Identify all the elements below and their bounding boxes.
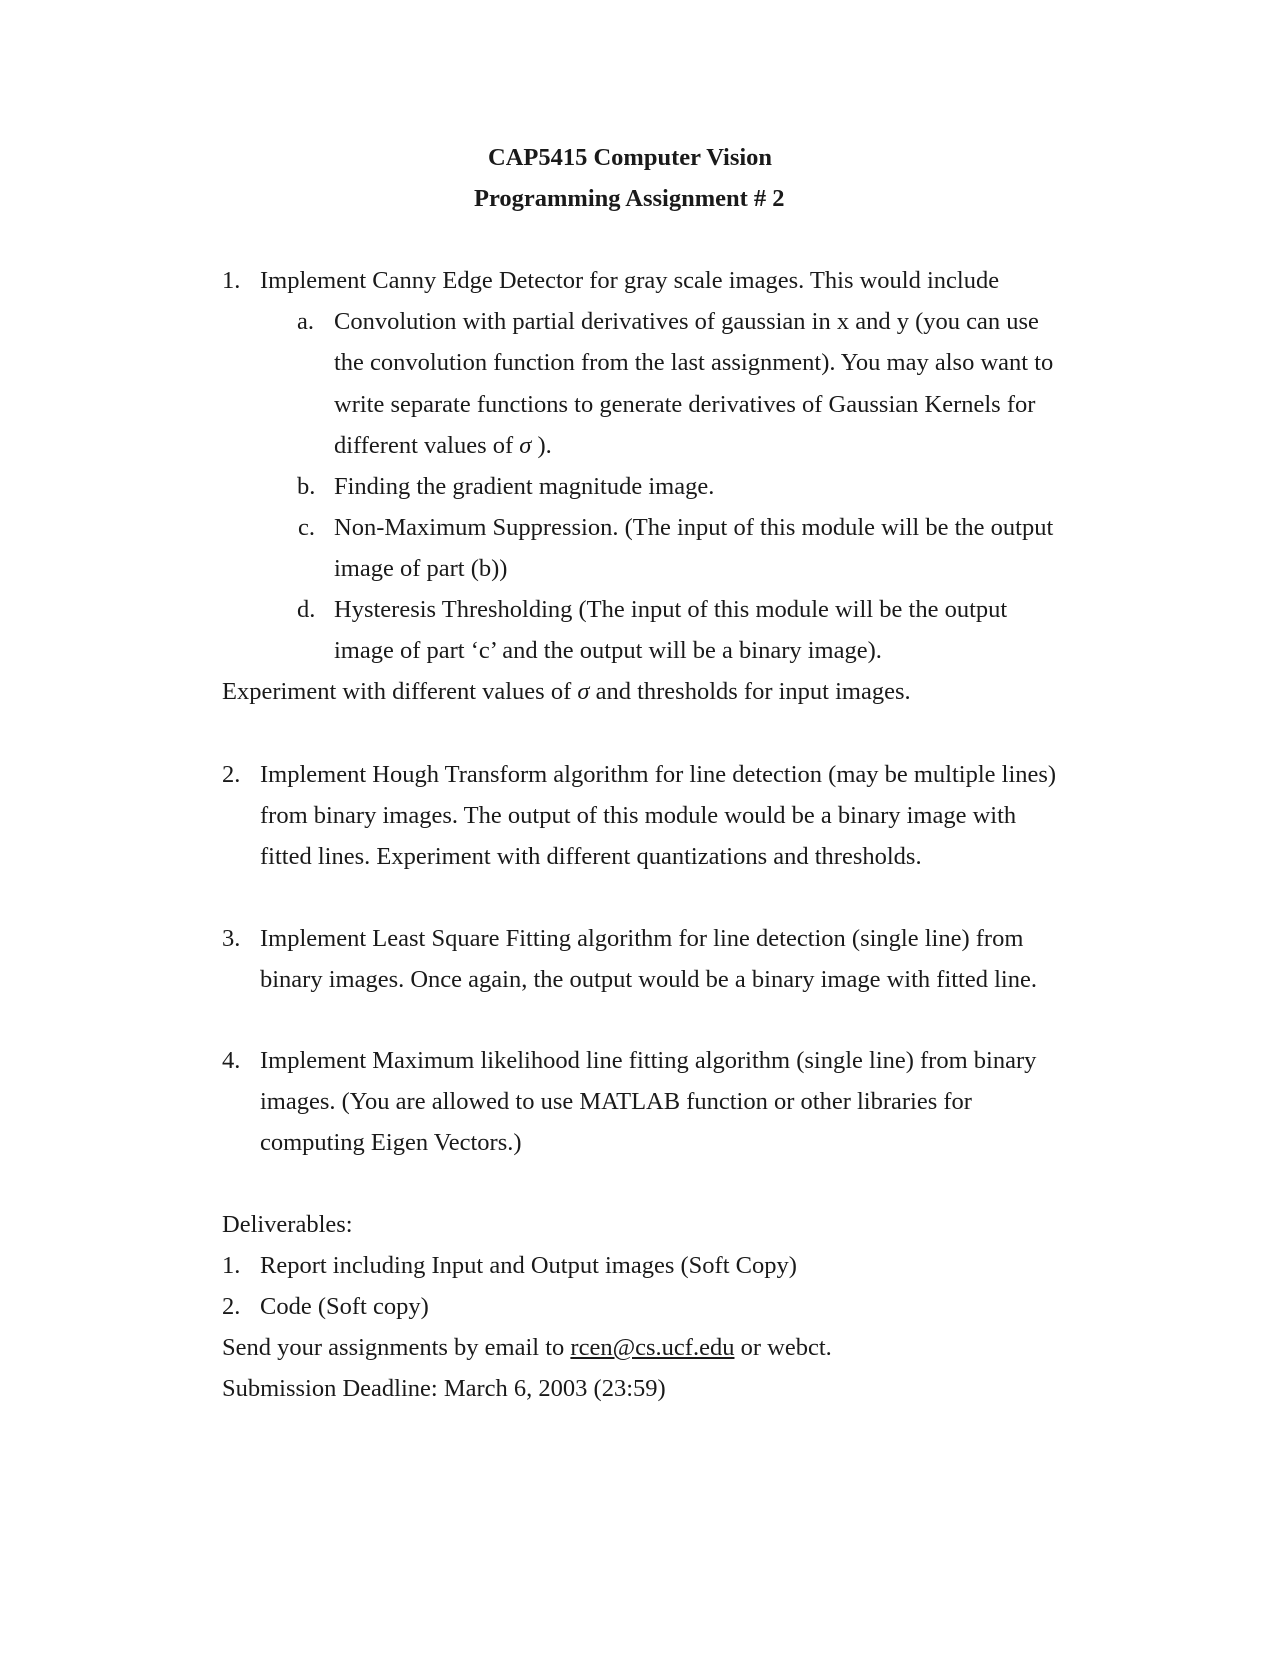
q1b-label: b. bbox=[297, 473, 316, 500]
q1c-line2: image of part (b)) bbox=[334, 555, 508, 582]
q2-number: 2. bbox=[222, 761, 241, 788]
deliverable-item: Code (Soft copy) bbox=[260, 1293, 429, 1320]
q1-text: Implement Canny Edge Detector for gray scale images. This would include bbox=[260, 267, 1000, 294]
sigma-symbol: σ bbox=[577, 678, 590, 705]
q1a-line4-pre: different values of bbox=[334, 432, 520, 459]
q3-line1: Implement Least Square Fitting algorithm for line detection (single line) from bbox=[260, 925, 1024, 952]
sigma-symbol: σ bbox=[519, 432, 532, 459]
q4-line2: images. (You are allowed to use MATLAB function or other libraries for bbox=[260, 1088, 972, 1115]
q2-line1: Implement Hough Transform algorithm for line detection (may be multiple lines) bbox=[260, 761, 1057, 788]
deliverable-number: 2. bbox=[222, 1293, 241, 1320]
q1a-line2: the convolution function from the last assignment). You may also want to bbox=[334, 349, 1054, 376]
q1-experiment-pre: Experiment with different values of bbox=[222, 678, 578, 705]
q1c-line1: Non-Maximum Suppression. (The input of this module will be the output bbox=[334, 514, 1054, 541]
q4-number: 4. bbox=[222, 1047, 241, 1074]
q1a-line4-post: ). bbox=[531, 432, 552, 459]
q2-line2: from binary images. The output of this module would be a binary image with bbox=[260, 802, 1017, 829]
send-pre: Send your assignments by email to bbox=[222, 1334, 571, 1361]
email-link[interactable]: rcen@cs.ucf.edu bbox=[570, 1334, 735, 1361]
q1d-line2: image of part ‘c’ and the output will be a binary image). bbox=[334, 637, 882, 664]
q1b-line1: Finding the gradient magnitude image. bbox=[334, 473, 715, 500]
q1d-label: d. bbox=[297, 596, 316, 623]
send-instructions bbox=[222, 1333, 832, 1363]
q1c-label: c. bbox=[298, 514, 315, 541]
q1a-line3: write separate functions to generate derivatives of Gaussian Kernels for bbox=[334, 391, 1036, 418]
q2-line3: fitted lines. Experiment with different quantizations and thresholds. bbox=[260, 843, 922, 870]
q4-line3: computing Eigen Vectors.) bbox=[260, 1129, 522, 1156]
deliverable-item: Report including Input and Output images (Soft Copy) bbox=[260, 1252, 797, 1279]
q3-number: 3. bbox=[222, 925, 241, 952]
q1a-label: a. bbox=[297, 308, 314, 335]
deliverable-number: 1. bbox=[222, 1252, 241, 1279]
q1d-line1: Hysteresis Thresholding (The input of this module will be the output bbox=[334, 596, 1008, 623]
q4-line1: Implement Maximum likelihood line fitting algorithm (single line) from binary bbox=[260, 1047, 1037, 1074]
document-title: CAP5415 Computer Vision bbox=[488, 144, 773, 171]
q1a-line4 bbox=[334, 431, 552, 461]
q1-number: 1. bbox=[222, 267, 241, 294]
q1-experiment bbox=[222, 677, 911, 707]
q3-line2: binary images. Once again, the output would be a binary image with fitted line. bbox=[260, 966, 1037, 993]
q1-experiment-post: and thresholds for input images. bbox=[589, 678, 911, 705]
submission-deadline: Submission Deadline: March 6, 2003 (23:59) bbox=[222, 1375, 666, 1402]
send-post: or webct. bbox=[734, 1334, 832, 1361]
deliverables-heading: Deliverables: bbox=[222, 1211, 353, 1238]
document-subtitle: Programming Assignment # 2 bbox=[474, 185, 785, 212]
q1a-line1: Convolution with partial derivatives of gaussian in x and y (you can use bbox=[334, 308, 1039, 335]
